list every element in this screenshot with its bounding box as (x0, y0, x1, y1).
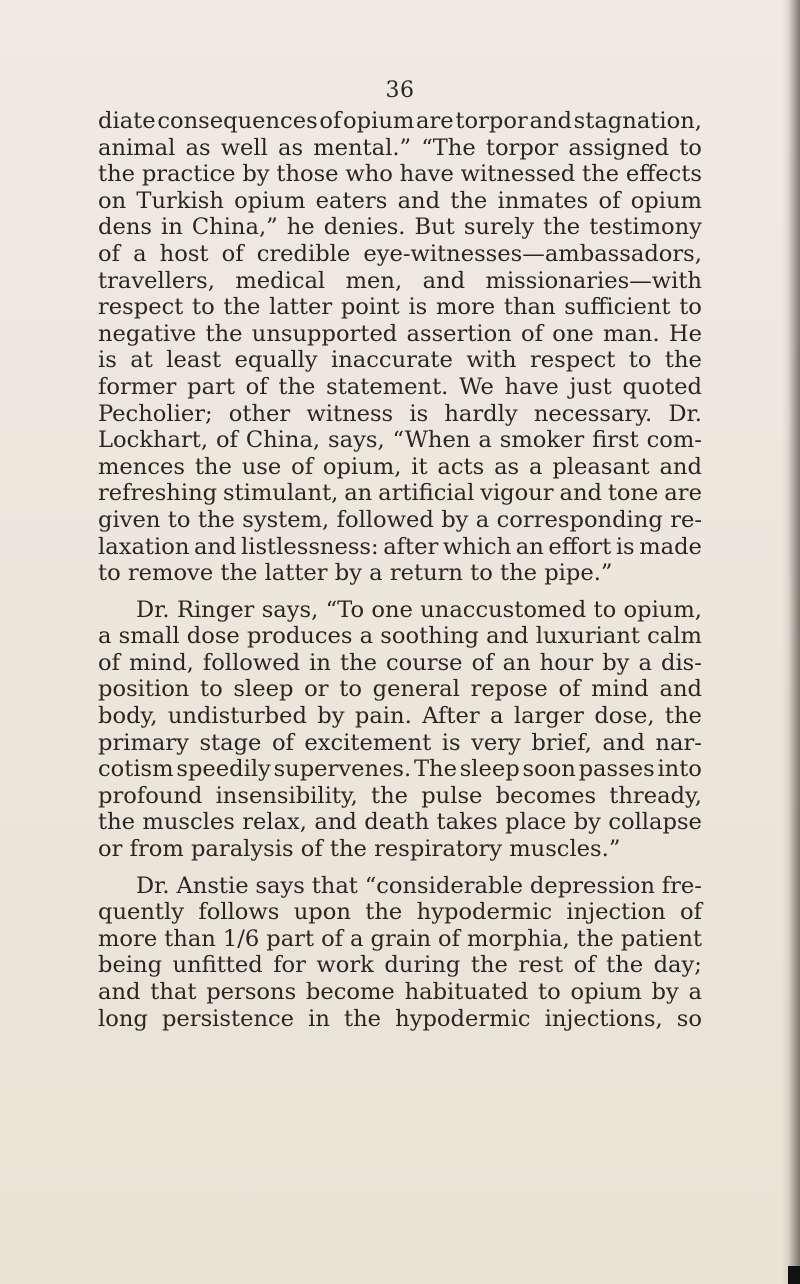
text-line: the muscles relax, and death takes place by collapse (98, 809, 702, 836)
text-line: is at least equally inaccurate with respect to the (98, 347, 702, 374)
text-line: former part of the statement. We have just quoted (98, 373, 702, 400)
corner-mark (788, 1266, 800, 1284)
text-line: long persistence in the hypodermic injections, so (98, 1005, 702, 1032)
text-line: quently follows upon the hypodermic injection of (98, 899, 702, 926)
text-line: cotism speedily supervenes. The sleep soon passes into (98, 756, 702, 783)
text-line: and that persons become habituated to opium by a (98, 979, 702, 1005)
text-line: mences the use of opium, it acts as a pleasant and (98, 453, 702, 480)
text-line: negative the unsupported assertion of one man. He (98, 320, 702, 347)
page-number: 36 (385, 78, 415, 103)
text-line: body, undisturbed by pain. After a larger dose, the (98, 703, 702, 730)
text-line: animal as well as mental.” “The torpor assigned to (98, 134, 702, 161)
text-line: or from paralysis of the respiratory muscles.” (98, 836, 621, 863)
text-line: primary stage of excitement is very brief, and nar- (98, 729, 702, 756)
text-line: Dr. Anstie says that “considerable depression fre- (136, 872, 702, 899)
text-line: of a host of credible eye-witnesses—ambassadors, (98, 240, 702, 267)
text-line: a small dose produces a soothing and luxuriant calm (98, 623, 702, 650)
text-line: refreshing stimulant, an artificial vigour and tone are (98, 480, 702, 507)
body-text (98, 108, 702, 1032)
text-line: dens in China,” he denies. But surely the testimony (98, 214, 702, 241)
text-line: Pecholier; other witness is hardly necessary. Dr. (98, 400, 702, 427)
text-line: Lockhart, of China, says, “When a smoker first com- (98, 427, 702, 454)
text-line: on Turkish opium eaters and the inmates of opium (98, 187, 702, 214)
text-line: being unfitted for work during the rest of the day; (98, 952, 702, 979)
text-line: the practice by those who have witnessed the effects (98, 161, 702, 188)
text-line: respect to the latter point is more than sufficient to (98, 294, 702, 321)
text-line: Dr. Ringer says, “To one unaccustomed to opium, (136, 596, 702, 623)
text-line: more than 1/6 part of a grain of morphia, the patient (98, 925, 702, 952)
text-line: position to sleep or to general repose of mind and (98, 676, 702, 703)
text-line: diate consequences of opium are torpor and stagnation, (98, 108, 702, 134)
text-line: laxation and listlessness: after which an effort is made (98, 533, 702, 560)
text-line: given to the system, followed by a corresponding re- (98, 506, 702, 533)
page-edge-shadow (782, 0, 800, 1284)
text-line: of mind, followed in the course of an hour by a dis- (98, 649, 702, 676)
text-line: profound insensibility, the pulse becomes thready, (98, 782, 702, 809)
text-line: to remove the latter by a return to the pipe.” (98, 560, 613, 587)
text-line: travellers, medical men, and missionaries—with (98, 267, 702, 294)
